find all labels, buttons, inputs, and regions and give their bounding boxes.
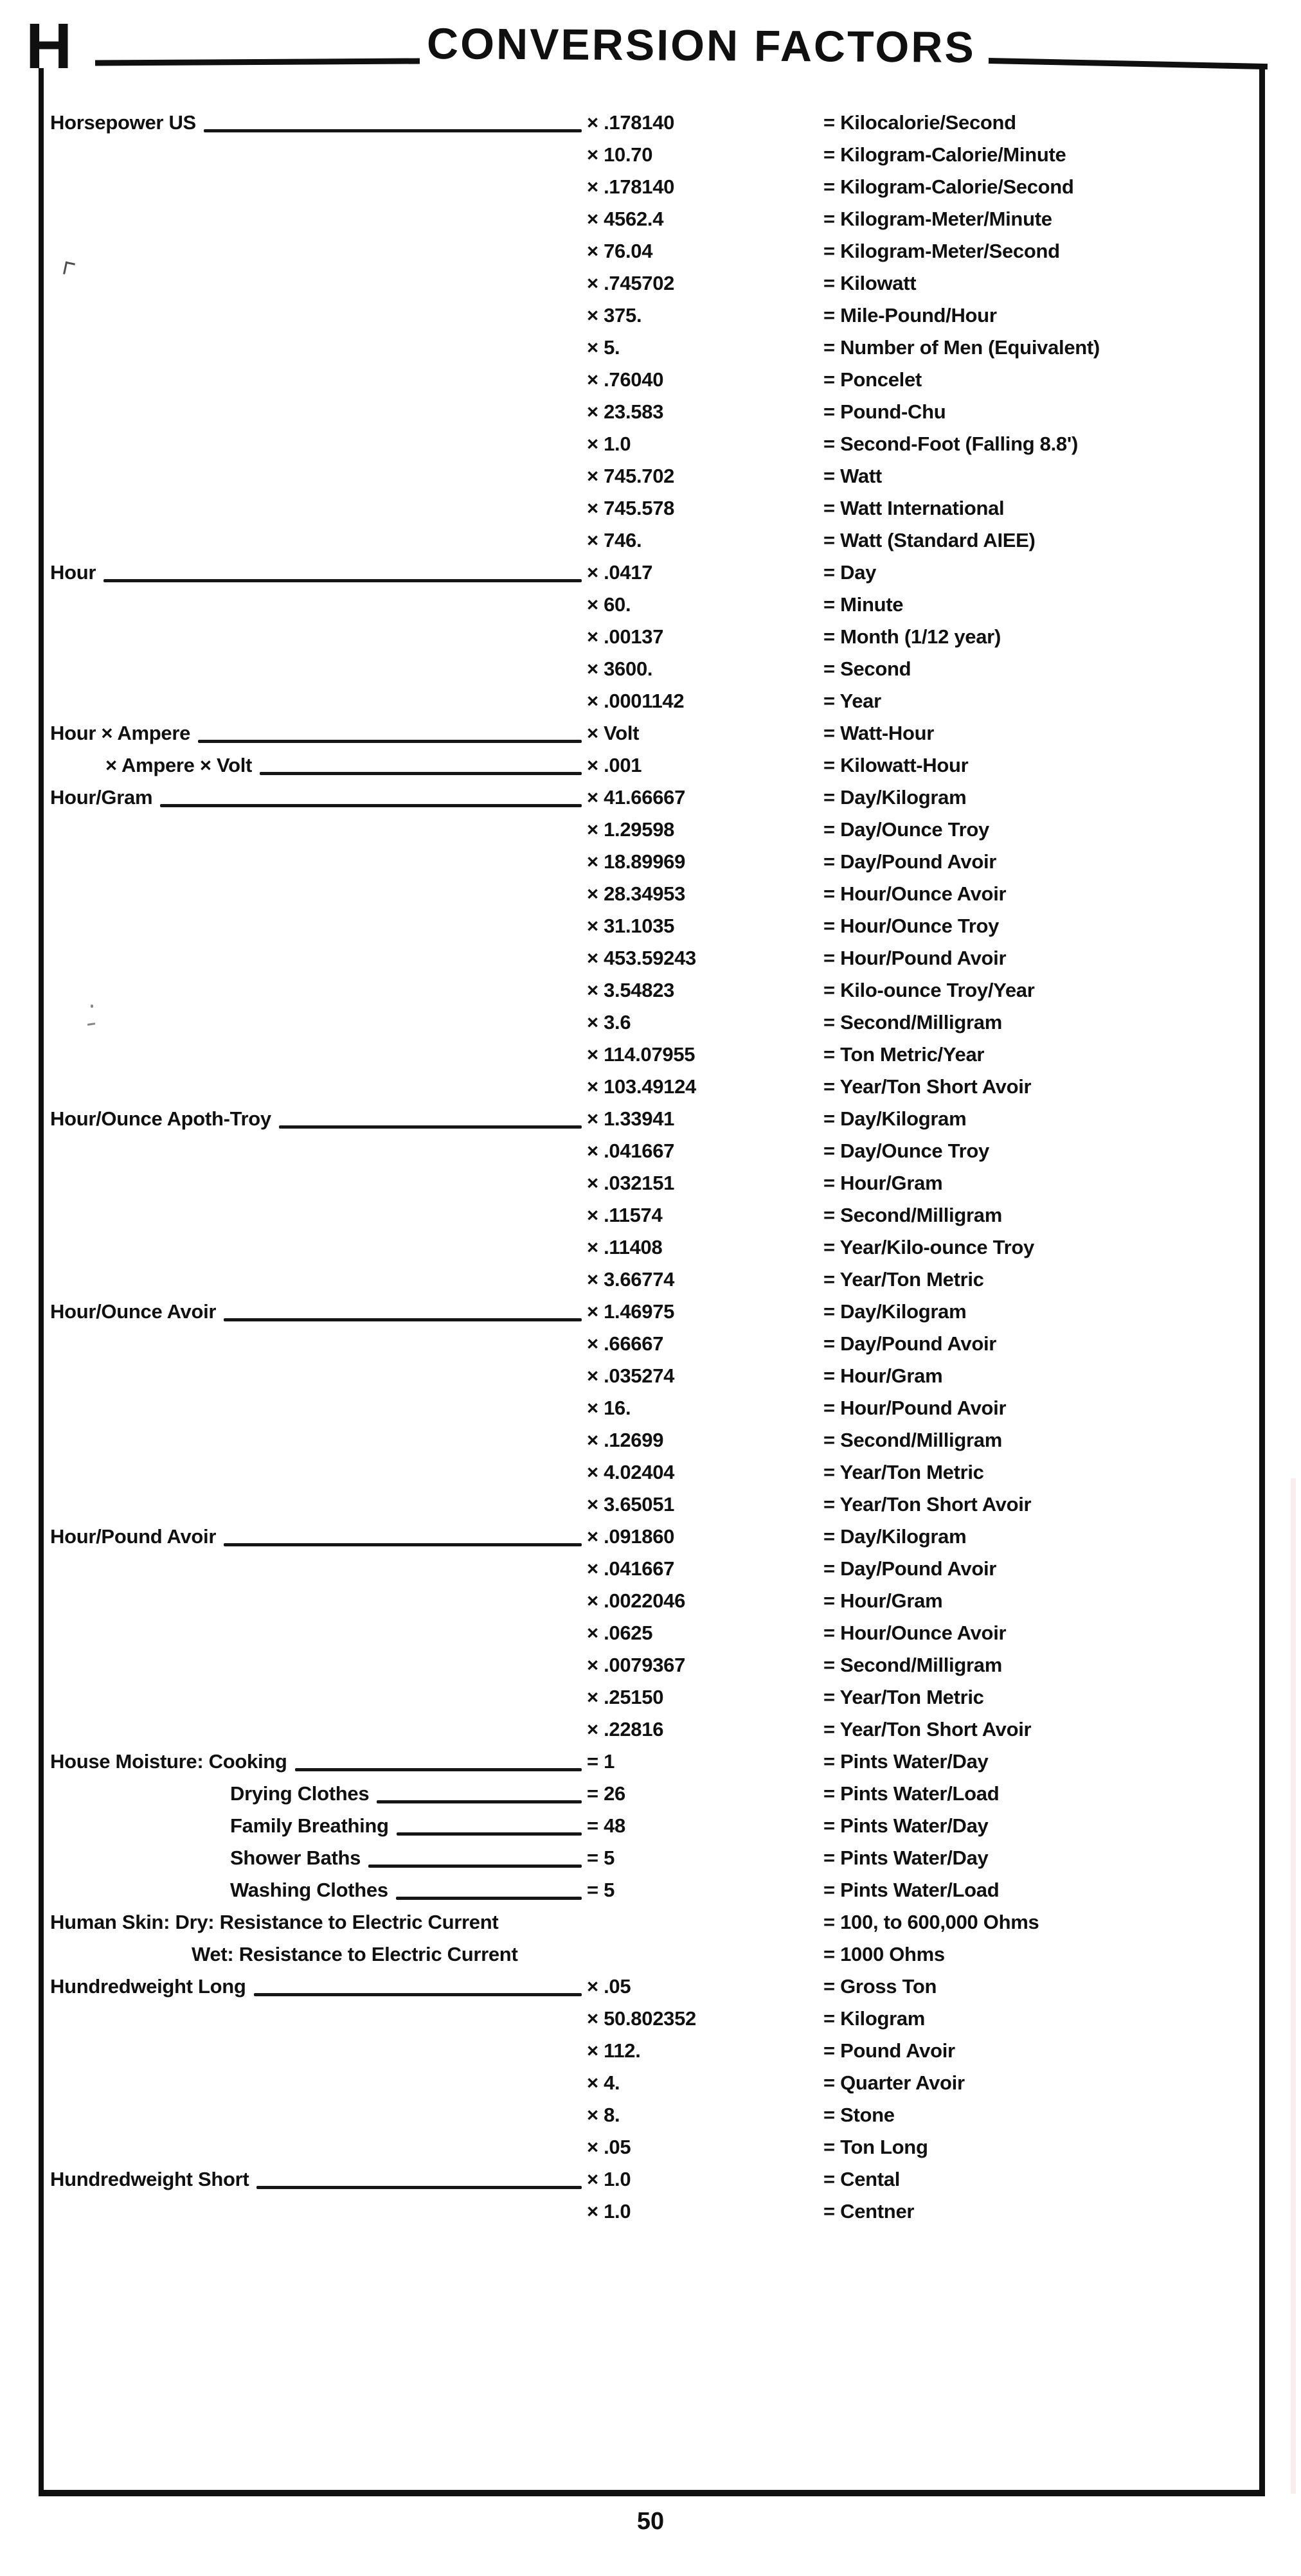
table-row [50,364,1259,396]
row-result: = Day/Pound Avoir [823,1332,997,1355]
table-row [50,107,1259,139]
row-result: = Day/Kilogram [823,1107,967,1130]
row-result: = Hour/Pound Avoir [823,1397,1007,1419]
row-value: × 114.07955 [587,1043,695,1066]
row-value: × .0022046 [587,1589,686,1612]
row-result: = Hour/Ounce Troy [823,915,1000,937]
row-value: × .66667 [587,1332,664,1355]
row-value: × .0417 [587,561,653,584]
row-result: = Pints Water/Day [823,1750,989,1773]
table-row [50,332,1259,364]
row-value: × 1.0 [587,433,631,455]
table-row [50,2003,1259,2035]
table-row [50,1039,1259,1071]
row-result: = Quarter Avoir [823,2071,965,2094]
leader-line [397,1832,582,1836]
row-label: Hour/Ounce Avoir [50,1300,217,1323]
row-result: = Kilowatt [823,272,917,294]
table-row [50,235,1259,267]
table-row [50,1971,1259,2003]
table-row [50,1264,1259,1296]
row-value: × 3.65051 [587,1493,675,1516]
table-row [50,2067,1259,2099]
table-row [50,1006,1259,1039]
row-label: Horsepower US [50,111,196,134]
row-value: × 4. [587,2071,620,2094]
row-result: = Ton Long [823,2136,928,2158]
table-row [50,1392,1259,1424]
row-value: × 1.33941 [587,1107,675,1130]
table-row [50,1874,1259,1906]
row-result: = Day [823,561,877,584]
row-result: = Cental [823,2168,901,2190]
row-value: × 1.46975 [587,1300,675,1323]
table-row [50,1328,1259,1360]
row-result: = Watt-Hour [823,722,935,744]
row-value: × .0001142 [587,690,685,712]
table-row [50,139,1259,171]
row-result: = Year/Kilo-ounce Troy [823,1236,1034,1258]
row-value: = 5 [587,1847,615,1869]
row-result: = Second/Milligram [823,1429,1002,1451]
row-value: × 18.89969 [587,850,686,873]
table-row [50,1713,1259,1746]
row-result: = Year [823,690,881,712]
row-value: × 23.583 [587,400,664,423]
row-value: × 8. [587,2104,620,2126]
row-value [587,1938,823,1971]
row-value: × Volt [587,722,640,744]
table-row [50,1746,1259,1778]
row-result: = Year/Ton Metric [823,1268,984,1291]
table-row [50,717,1259,749]
row-value: × 4562.4 [587,208,664,230]
row-result: = Pound Avoir [823,2039,955,2062]
leader-line [224,1543,582,1546]
row-label: House Moisture: Cooking [50,1750,287,1773]
table-row [50,1071,1259,1103]
table-row [50,1810,1259,1842]
row-label: Human Skin: Dry: Resistance to Electric Current [50,1911,499,1933]
row-result: = Second [823,657,911,680]
row-value: × 76.04 [587,240,653,262]
leader-line [256,2186,582,2189]
row-value: × .0625 [587,1622,653,1644]
row-value: × 3.6 [587,1011,631,1033]
header-rule-left [95,58,420,66]
leader-line [260,772,582,775]
table-row [50,814,1259,846]
table-row [50,1521,1259,1553]
leader-line [224,1318,582,1321]
table-row [50,2131,1259,2163]
row-result: = Day/Pound Avoir [823,1557,997,1580]
row-value: × .11408 [587,1236,663,1258]
section-letter: H [26,10,71,82]
row-result: = Hour/Gram [823,1589,943,1612]
row-result: = Year/Ton Metric [823,1461,984,1483]
row-value: = 26 [587,1782,625,1805]
table-row [50,2035,1259,2067]
row-value: × .11574 [587,1204,663,1226]
table-row [50,1489,1259,1521]
table-row [50,1617,1259,1649]
leader-line [198,740,582,743]
row-label: Hour/Ounce Apoth-Troy [50,1107,271,1130]
table-row [50,460,1259,492]
row-label: Hundredweight Short [50,2168,249,2190]
row-result: = Minute [823,593,904,616]
row-result: = Pints Water/Day [823,1847,989,1869]
row-value: × .76040 [587,368,664,391]
table-row [50,1649,1259,1681]
table-row [50,621,1259,653]
table-row [50,1135,1259,1167]
row-result: = Day/Ounce Troy [823,818,989,841]
row-value: × 453.59243 [587,947,696,969]
row-value: × .178140 [587,111,675,134]
row-value: × .05 [587,1975,631,1998]
table-row [50,1167,1259,1199]
table-row [50,589,1259,621]
table-row [50,1103,1259,1135]
table-row [50,2099,1259,2131]
row-result: = Pound-Chu [823,400,946,423]
table-row [50,2163,1259,2196]
row-result: = Pints Water/Day [823,1814,989,1837]
row-result: = Kilogram [823,2007,926,2030]
table-row [50,782,1259,814]
row-result: = Day/Kilogram [823,1300,967,1323]
row-result: = Kilo-ounce Troy/Year [823,979,1035,1001]
row-result: = Gross Ton [823,1975,937,1998]
table-row [50,749,1259,782]
row-value: × 5. [587,336,620,359]
leader-line [103,579,582,582]
row-value: × 1.0 [587,2200,631,2223]
table-row [50,396,1259,428]
leader-line [279,1125,582,1129]
table-row [50,1681,1259,1713]
row-value: × 31.1035 [587,915,675,937]
row-value: × .12699 [587,1429,664,1451]
row-value: × 746. [587,529,642,551]
row-result: = Hour/Gram [823,1172,943,1194]
row-value: × 10.70 [587,143,653,166]
table-row [50,267,1259,300]
table-row [50,171,1259,203]
row-result: = Year/Ton Short Avoir [823,1075,1032,1098]
leader-line [368,1865,582,1868]
leader-line [254,1993,582,1996]
row-value: × 1.0 [587,2168,631,2190]
row-result: = Watt (Standard AIEE) [823,529,1036,551]
row-result: = Mile-Pound/Hour [823,304,997,326]
table-row [50,1424,1259,1456]
row-result: = Poncelet [823,368,922,391]
table-row [50,2196,1259,2228]
table-row [50,1585,1259,1617]
row-value: × 50.802352 [587,2007,696,2030]
row-label: Family Breathing [230,1814,389,1837]
table-row [50,1199,1259,1231]
row-result: = Day/Pound Avoir [823,850,997,873]
row-result: = 1000 Ohms [823,1943,945,1965]
row-result: = Day/Kilogram [823,786,967,809]
table-row [50,1778,1259,1810]
row-value: × .032151 [587,1172,675,1194]
row-label: × Ampere × Volt [105,754,253,776]
row-result: = Kilogram-Meter/Second [823,240,1060,262]
row-label: Washing Clothes [230,1879,388,1901]
row-value: × .041667 [587,1140,675,1162]
row-result: = Number of Men (Equivalent) [823,336,1100,359]
table-row [50,1360,1259,1392]
row-result: = Stone [823,2104,895,2126]
row-value: × 1.29598 [587,818,675,841]
row-value: × 41.66667 [587,786,686,809]
row-value: × 3.66774 [587,1268,675,1291]
row-label: Hour × Ampere [50,722,191,744]
row-value: × .05 [587,2136,631,2158]
row-value: × .745702 [587,272,675,294]
row-value: × .041667 [587,1557,675,1580]
row-value: × .0079367 [587,1654,686,1676]
row-value: × 112. [587,2039,641,2062]
row-result: = Second-Foot (Falling 8.8') [823,433,1078,455]
table-row [50,1456,1259,1489]
scan-edge-shadow [1291,1478,1296,2494]
table-row [50,878,1259,910]
table-row [50,203,1259,235]
row-value: = 5 [587,1879,615,1901]
table-row [50,428,1259,460]
row-result: = Day/Kilogram [823,1525,967,1548]
row-label: Shower Baths [230,1847,361,1869]
row-value: × 375. [587,304,642,326]
row-value [587,1906,823,1938]
scan-artifact-dot [91,1005,93,1008]
row-value: × 4.02404 [587,1461,675,1483]
row-value: × 745.578 [587,497,675,519]
leader-line [204,129,582,132]
leader-line [377,1800,582,1803]
row-label: Hour/Gram [50,786,153,809]
row-result: = Kilogram-Calorie/Second [823,175,1074,198]
table-row [50,1296,1259,1328]
row-result: = Year/Ton Short Avoir [823,1493,1032,1516]
row-result: = Watt International [823,497,1005,519]
table-row [50,1553,1259,1585]
row-result: = Kilogram-Meter/Minute [823,208,1052,230]
page-number: 50 [636,2508,665,2535]
table-row [50,1231,1259,1264]
table-row [50,910,1259,942]
row-result: = Hour/Ounce Avoir [823,1622,1007,1644]
row-value: × .25150 [587,1686,664,1708]
row-result: = Kilocalorie/Second [823,111,1016,134]
row-result: = Pints Water/Load [823,1879,1000,1901]
table-row [50,492,1259,524]
row-result: = Second/Milligram [823,1204,1002,1226]
row-result: = Pints Water/Load [823,1782,1000,1805]
leader-line [295,1768,582,1771]
row-value: × .035274 [587,1364,675,1387]
leader-line [160,804,582,807]
page-title: CONVERSION FACTORS [426,19,976,72]
row-result: = Hour/Pound Avoir [823,947,1007,969]
row-result: = Hour/Gram [823,1364,943,1387]
row-label: Drying Clothes [230,1782,370,1805]
row-value: × 28.34953 [587,882,686,905]
row-value: × .091860 [587,1525,675,1548]
table-row [50,685,1259,717]
row-result: = Kilowatt-Hour [823,754,969,776]
table-row [50,653,1259,685]
row-value: × .22816 [587,1718,664,1740]
row-value: × .001 [587,754,642,776]
table-row [50,1842,1259,1874]
row-result: = 100, to 600,000 Ohms [823,1911,1039,1933]
row-value: × .178140 [587,175,675,198]
table-row [50,942,1259,974]
table-row [50,524,1259,557]
row-value: × 3600. [587,657,653,680]
row-result: = Ton Metric/Year [823,1043,985,1066]
row-result: = Watt [823,465,882,487]
row-value: × 745.702 [587,465,675,487]
conversion-table [50,107,1259,2228]
row-value: = 1 [587,1750,615,1773]
row-result: = Second/Milligram [823,1011,1002,1033]
row-value: × 16. [587,1397,631,1419]
row-result: = Month (1/12 year) [823,625,1001,648]
row-result: = Second/Milligram [823,1654,1002,1676]
table-row [50,974,1259,1006]
leader-line [396,1897,582,1900]
table-row [50,846,1259,878]
row-value: × 60. [587,593,631,616]
row-label: Hour/Pound Avoir [50,1525,217,1548]
row-value: = 48 [587,1814,625,1837]
row-result: = Centner [823,2200,915,2223]
table-row [50,557,1259,589]
table-row [50,300,1259,332]
row-result: = Kilogram-Calorie/Minute [823,143,1066,166]
row-value: × 3.54823 [587,979,675,1001]
row-result: = Hour/Ounce Avoir [823,882,1007,905]
row-result: = Year/Ton Short Avoir [823,1718,1032,1740]
table-row [50,1906,1259,1938]
row-label: Hundredweight Long [50,1975,246,1998]
table-row [50,1938,1259,1971]
row-result: = Year/Ton Metric [823,1686,984,1708]
row-value: × 103.49124 [587,1075,696,1098]
row-label: Wet: Resistance to Electric Current [192,1943,518,1965]
row-label: Hour [50,561,96,584]
row-result: = Day/Ounce Troy [823,1140,989,1162]
row-value: × .00137 [587,625,664,648]
